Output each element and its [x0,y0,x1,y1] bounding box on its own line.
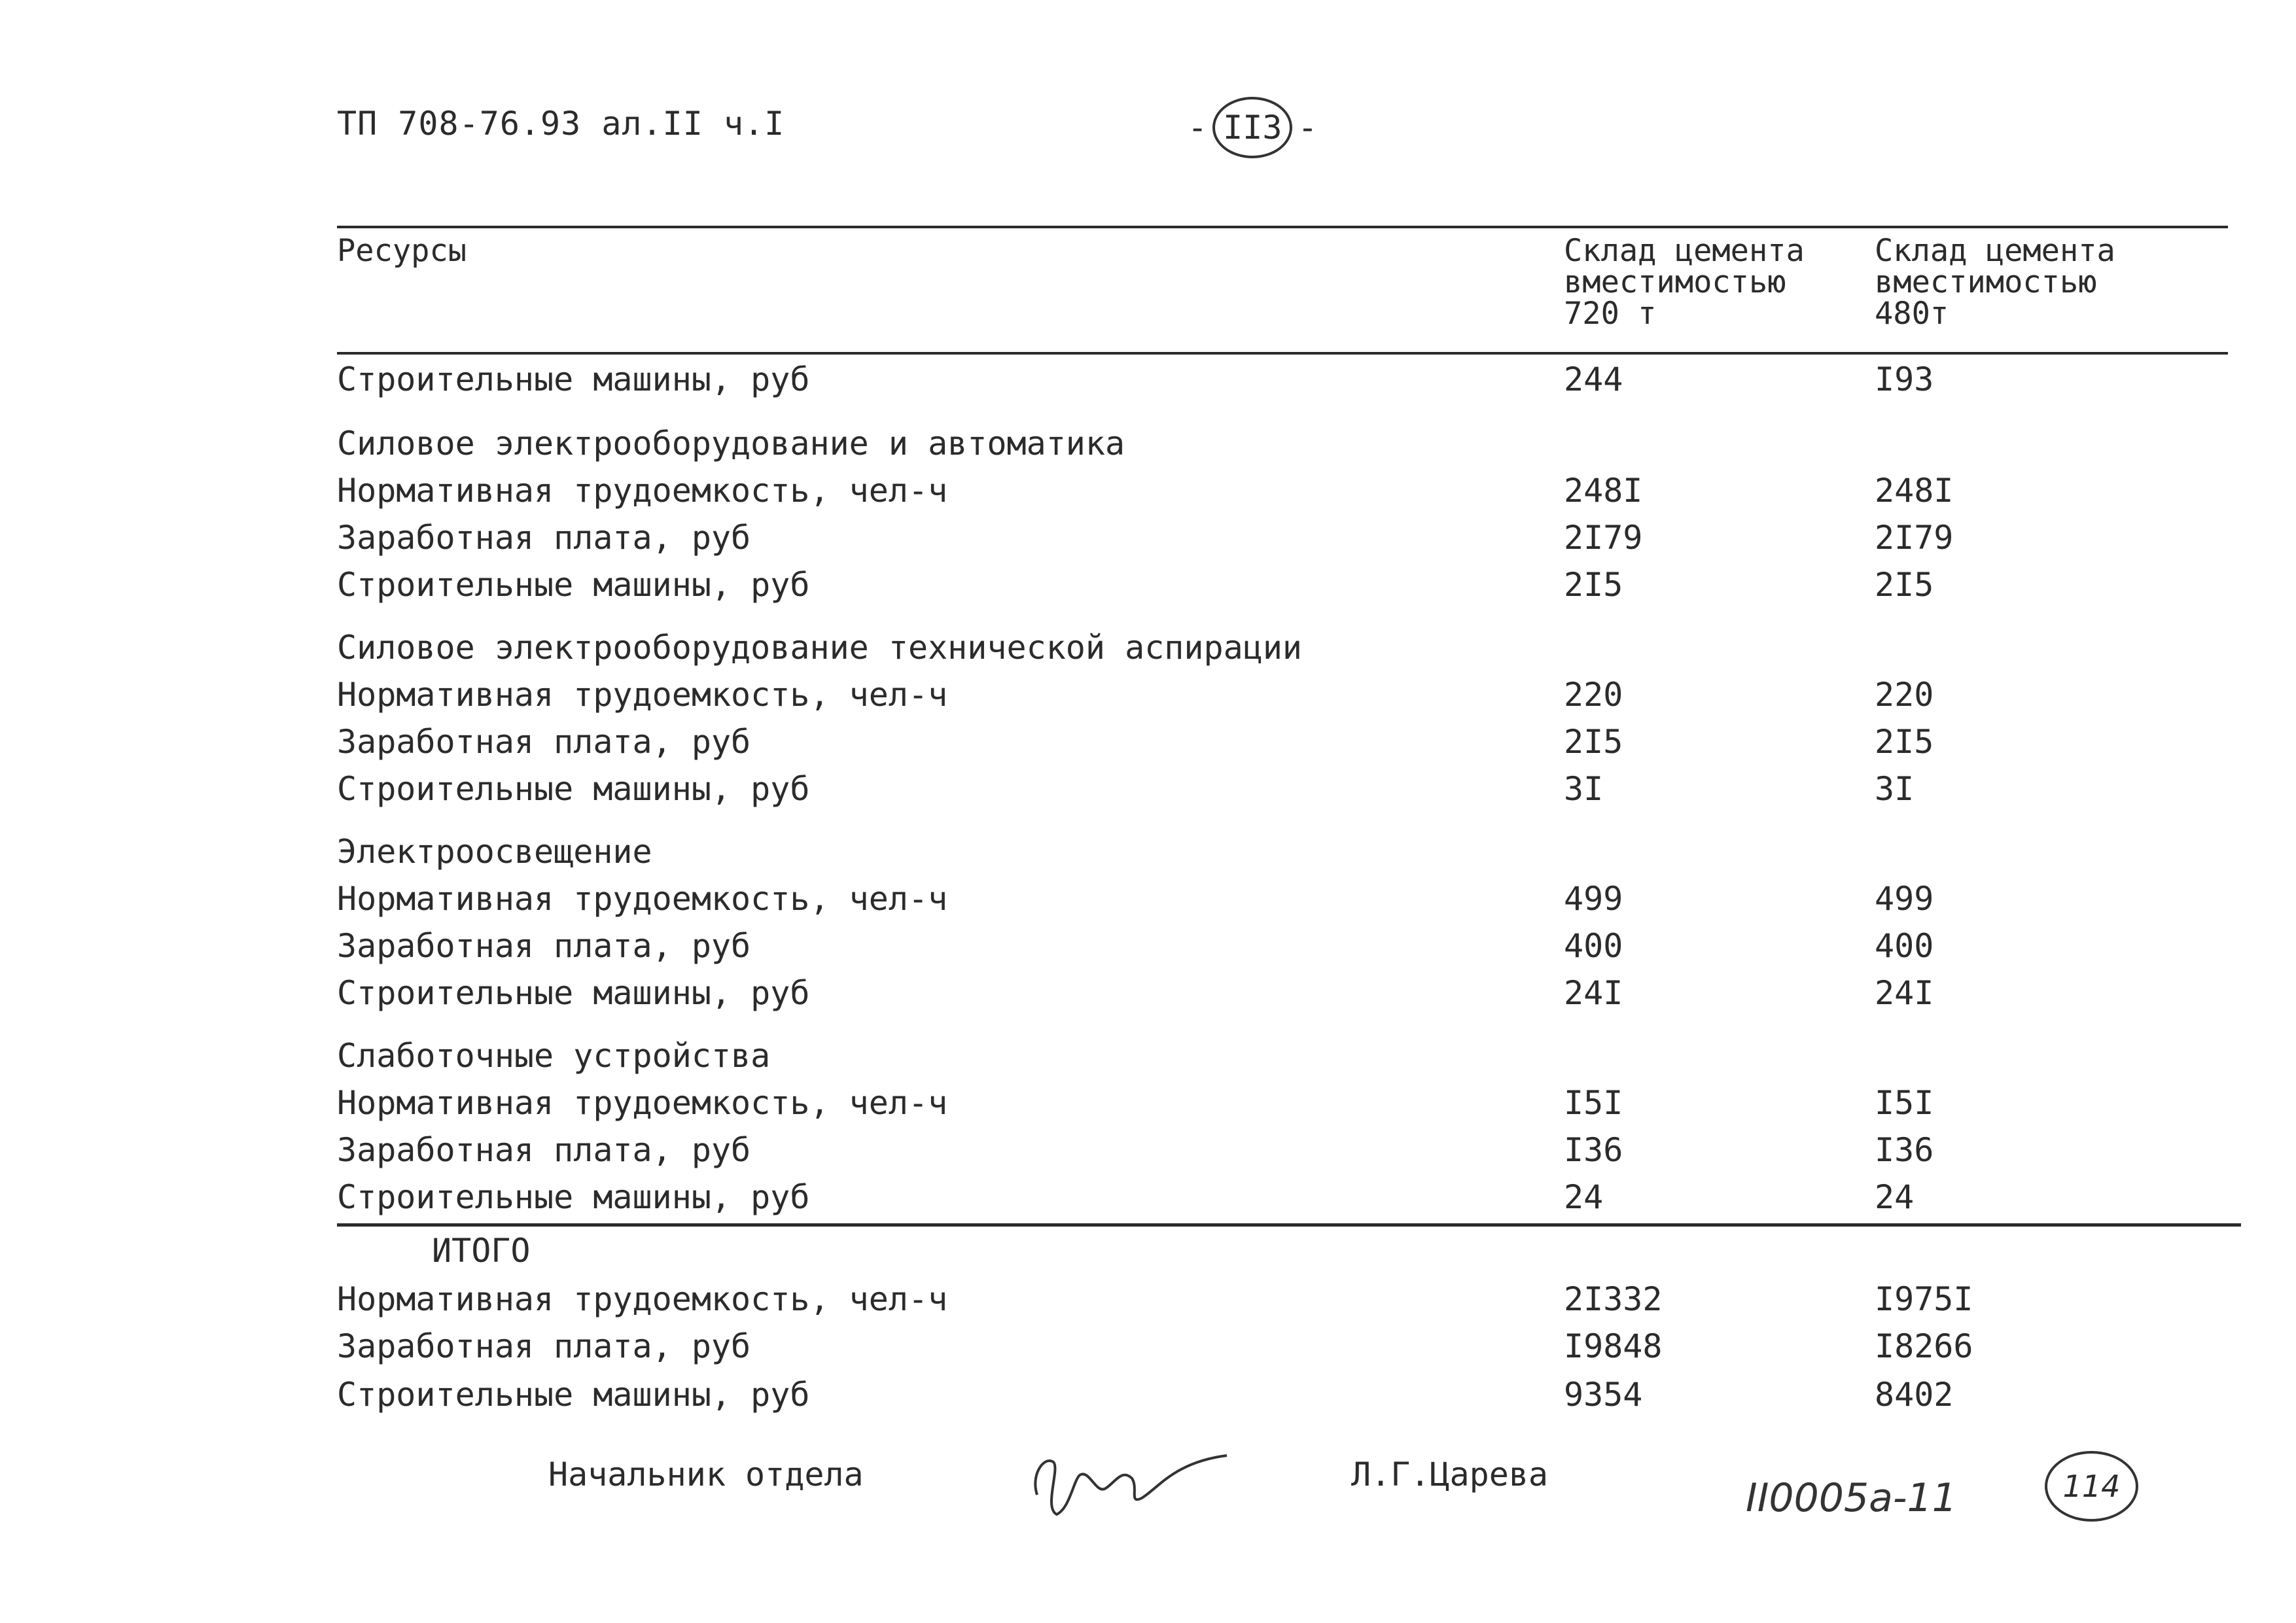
table-row-label: Заработная плата, руб [337,1131,751,1169]
col-head-a [1564,233,1805,332]
table-row-label: Строительные машины, руб [337,974,810,1012]
totals-row-label: Строительные машины, руб [337,1376,810,1414]
table-cell-a: 2I79 [1564,519,1643,557]
section-title: Силовое электрооборудование и автоматика [337,425,1125,462]
table-row-label: Заработная плата, руб [337,723,751,761]
table-cell-b: 24 [1875,1178,1915,1216]
table-cell-b: 248I [1875,472,1954,510]
table-cell-b: 2I5 [1875,566,1934,604]
table-cell-b: 400 [1875,927,1934,965]
section-title: Слаботочные устройства [337,1037,771,1075]
table-cell-a: 499 [1564,880,1623,918]
table-row-label: Заработная плата, руб [337,927,751,965]
page-number-circle: II3 [1212,97,1292,158]
table-cell-a: I5I [1564,1084,1623,1122]
col-head-b [1875,233,2115,332]
table-cell-b: 2I79 [1875,519,1954,557]
table-cell-a: 2I5 [1564,566,1623,604]
col-head-resources [337,233,467,269]
table-row-label: Строительные машины, руб [337,566,810,604]
table-cell-b: I36 [1875,1131,1934,1169]
table-row-label: Нормативная трудоемкость, чел-ч [337,1084,948,1122]
table-cell-a: 2I5 [1564,723,1623,761]
totals-cell-b: 8402 [1875,1376,1954,1414]
totals-title: ИТОГО [432,1232,531,1270]
table-row-label: Строительные машины, руб [337,360,810,398]
table-cell-a: 220 [1564,676,1623,714]
table-cell-b: 499 [1875,880,1934,918]
table-cell-a: 248I [1564,472,1643,510]
totals-row-label: Нормативная трудоемкость, чел-ч [337,1280,948,1318]
table-row-label: Нормативная трудоемкость, чел-ч [337,472,948,510]
totals-cell-a: I9848 [1564,1327,1663,1365]
totals-rule [337,1223,2241,1227]
doc-code: ТП 708-76.93 ал.II ч.I [337,105,785,143]
table-cell-b: 24I [1875,974,1934,1012]
table-row-label: Строительные машины, руб [337,1178,810,1216]
footer-name: Л.Г.Царева [1351,1456,1549,1493]
col-head-a-line: Склад цемента [1564,233,1805,269]
section-title: Силовое электрооборудование технической аспирации [337,629,1303,667]
totals-cell-b: I8266 [1875,1327,1973,1365]
table-cell-a: 24I [1564,974,1623,1012]
table-row-label: Нормативная трудоемкость, чел-ч [337,676,948,714]
table-top-rule [337,226,2228,228]
table-cell-b: 2I5 [1875,723,1934,761]
table-cell-a: 244 [1564,360,1623,398]
col-head-b-line: вместимостью [1875,264,2097,300]
totals-cell-a: 2I332 [1564,1280,1663,1318]
table-row-label: Строительные машины, руб [337,770,810,808]
page-suffix: - [1298,109,1318,147]
table-cell-b: I5I [1875,1084,1934,1122]
table-row-label: Заработная плата, руб [337,519,751,557]
table-row-label: Нормативная трудоемкость, чел-ч [337,880,948,918]
table-cell-a: 24 [1564,1178,1604,1216]
table-cell-a: 3I [1564,770,1604,808]
page-number [1188,97,1318,158]
signature-icon [1017,1436,1233,1521]
stamp-code: II0005a-11 [1746,1475,1957,1521]
stamp-page-circle: 114 [2045,1451,2138,1522]
col-head-b-line: 480т [1875,296,1949,332]
totals-cell-a: 9354 [1564,1376,1643,1414]
totals-row-label: Заработная плата, руб [337,1327,751,1365]
table-cell-b: 220 [1875,676,1934,714]
table-cell-a: I36 [1564,1131,1623,1169]
header-bottom-rule [337,352,2228,355]
footer-position: Начальник отдела [548,1456,864,1493]
table-cell-b: I93 [1875,360,1934,398]
col-head-resources-label: Ресурсы [337,233,467,269]
totals-cell-b: I975I [1875,1280,1973,1318]
col-head-a-line: 720 т [1564,296,1657,332]
table-cell-a: 400 [1564,927,1623,965]
page-prefix: - [1188,109,1208,147]
col-head-b-line: Склад цемента [1875,233,2115,269]
col-head-a-line: вместимостью [1564,264,1786,300]
table-cell-b: 3I [1875,770,1915,808]
section-title: Электроосвещение [337,833,652,871]
